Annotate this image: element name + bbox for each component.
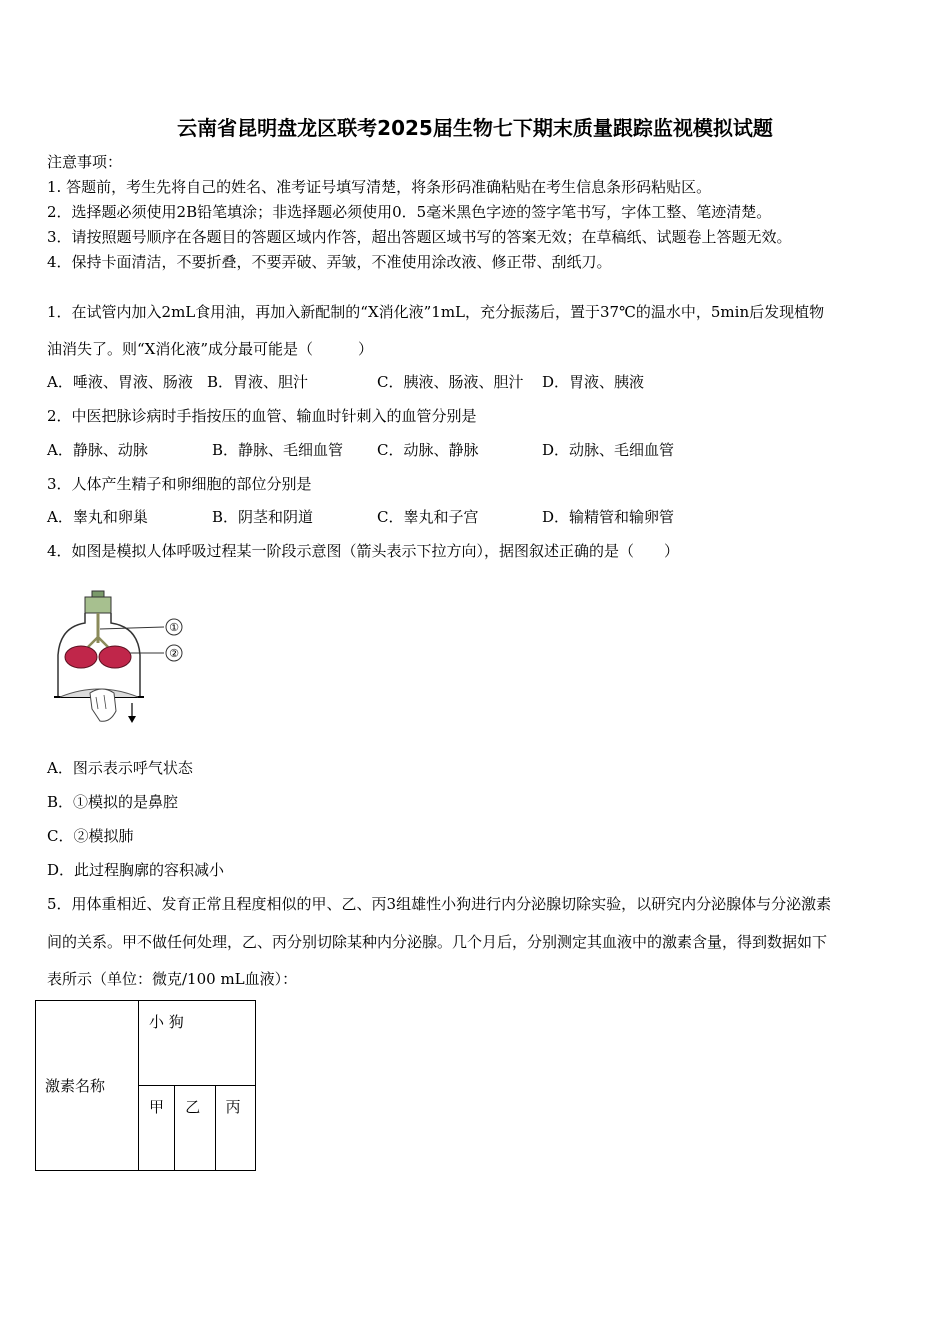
q2-option-c: C．动脉、静脉 [377, 441, 479, 459]
notice-item: 1. 答题前，考生先将自己的姓名、准考证号填写清楚，将条形码准确粘贴在考生信息条形码粘贴区。 [47, 178, 712, 196]
label-1-leader [100, 627, 164, 629]
label-1-text: ① [169, 621, 179, 634]
q5-stem-line3: 表所示（单位：微克/100 mL血液）： [47, 970, 298, 988]
label-2-text: ② [169, 647, 179, 660]
notice-item: 2．选择题必须使用2B铅笔填涂；非选择题必须使用0．5毫米黑色字迹的签字笔书写，字体工整、笔迹清楚。 [47, 203, 772, 221]
hormone-table [35, 1000, 256, 1171]
q5-stem-line2: 间的关系。甲不做任何处理，乙、丙分别切除某种内分泌腺。几个月后，分别测定其血液中的激素含量，得到数据如下 [47, 933, 828, 951]
table-header-group [139, 1001, 256, 1086]
table-header-group-text: 小 狗 [149, 1013, 184, 1031]
bell-jar-figure [52, 585, 192, 730]
q4-option-c: C．②模拟肺 [47, 827, 134, 845]
q3-option-b: B．阴茎和阴道 [212, 508, 314, 526]
q2-option-a: A．静脉、动脉 [47, 441, 148, 459]
notice-item: 4．保持卡面清洁，不要折叠，不要弄破、弄皱，不准使用涂改液、修正带、刮纸刀。 [47, 253, 612, 271]
q1-stem-line1: 1．在试管内加入2mL食用油，再加入新配制的“X消化液”1mL，充分振荡后，置于37℃的温水中，5min后发现植物 [47, 303, 825, 321]
notice-item: 3．请按照题号顺序在各题目的答题区域内作答，超出答题区域书写的答案无效；在草稿纸、试题卷上答题无效。 [47, 228, 792, 246]
table-group-col [139, 1086, 175, 1171]
q4-option-b: B．①模拟的是鼻腔 [47, 793, 179, 811]
q5-stem-line1: 5．用体重相近、发育正常且程度相似的甲、乙、丙3组雄性小狗进行内分泌腺切除实验，以研究内分泌腺体与分泌激素 [47, 895, 832, 913]
exam-title: 云南省昆明盘龙区联考2025届生物七下期末质量跟踪监视模拟试题 [177, 116, 773, 140]
table-group-yi: 乙 [185, 1098, 201, 1116]
q3-option-a: A．睾丸和卵巢 [47, 508, 148, 526]
table-group-col [175, 1086, 215, 1171]
q3-option-d: D．输精管和输卵管 [542, 508, 675, 526]
q3-option-c: C．睾丸和子宫 [377, 508, 479, 526]
q1-option-a: A．唾液、胃液、肠液 [47, 373, 193, 391]
q4-option-a: A．图示表示呼气状态 [47, 759, 193, 777]
table-group-col [215, 1086, 255, 1171]
balloon-right [99, 646, 131, 668]
table-header-hormone [36, 1001, 139, 1171]
q1-option-b: B．胃液、胆汁 [207, 373, 309, 391]
q1-option-c: C．胰液、肠液、胆汁 [377, 373, 524, 391]
table-group-jia: 甲 [149, 1098, 165, 1116]
q1-stem-line2: 油消失了。则“X消化液”成分最可能是（ ） [47, 340, 374, 358]
stopper [85, 597, 111, 613]
notice-heading: 注意事项： [47, 153, 123, 171]
q1-option-d: D．胃液、胰液 [542, 373, 645, 391]
q2-stem: 2．中医把脉诊病时手指按压的血管、输血时针刺入的血管分别是 [47, 407, 477, 425]
q4-stem: 4．如图是模拟人体呼吸过程某一阶段示意图（箭头表示下拉方向），据图叙述正确的是（ ） [47, 542, 680, 560]
balloon-left [65, 646, 97, 668]
down-arrow-icon [128, 716, 136, 723]
stopper-cap [92, 591, 104, 597]
q2-option-b: B．静脉、毛细血管 [212, 441, 344, 459]
hand-icon [90, 689, 116, 721]
q4-option-d: D．此过程胸廓的容积减小 [47, 861, 225, 879]
table-header-hormone-text: 激素名称 [45, 1077, 106, 1095]
q2-option-d: D．动脉、毛细血管 [542, 441, 675, 459]
table-group-bing: 丙 [225, 1098, 241, 1116]
q3-stem: 3．人体产生精子和卵细胞的部位分别是 [47, 475, 312, 493]
